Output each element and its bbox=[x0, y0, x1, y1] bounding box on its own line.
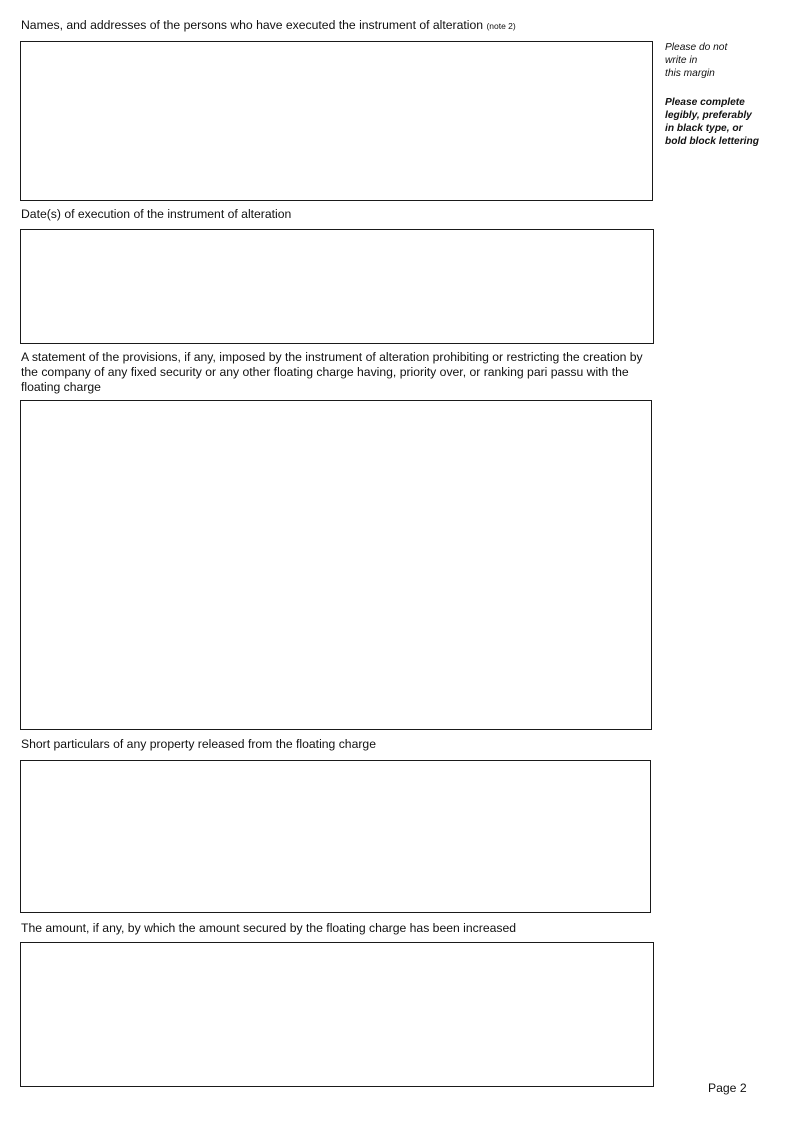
section-1-text: Names, and addresses of the persons who have executed the instrument of alteration bbox=[21, 18, 484, 32]
section-1-note: (note 2) bbox=[486, 21, 516, 31]
section-4-label: Short particulars of any property released from the floating charge bbox=[21, 737, 376, 751]
persons-names-addresses-field[interactable] bbox=[20, 41, 653, 201]
amount-increased-field[interactable] bbox=[20, 942, 654, 1087]
page-number: Page 2 bbox=[708, 1081, 747, 1095]
margin-do-not-write-note: Please do not write in this margin bbox=[665, 42, 728, 79]
section-5-label: The amount, if any, by which the amount secured by the floating charge has been increased bbox=[21, 921, 517, 935]
property-released-field[interactable] bbox=[20, 760, 651, 913]
execution-dates-field[interactable] bbox=[20, 229, 654, 344]
section-2-label: Date(s) of execution of the instrument of alteration bbox=[21, 207, 292, 221]
section-1-label bbox=[21, 18, 651, 34]
section-3-label: A statement of the provisions, if any, imposed by the instrument of alteration prohibiting or restricting the creation by the company of any fixed security or any other floating charge having, priority over, or ranking pari passu with the floating charge bbox=[21, 350, 643, 394]
provisions-statement-field[interactable] bbox=[20, 400, 652, 730]
margin-completion-instructions: Please complete legibly, preferably in black type, or bold block lettering bbox=[665, 97, 759, 147]
